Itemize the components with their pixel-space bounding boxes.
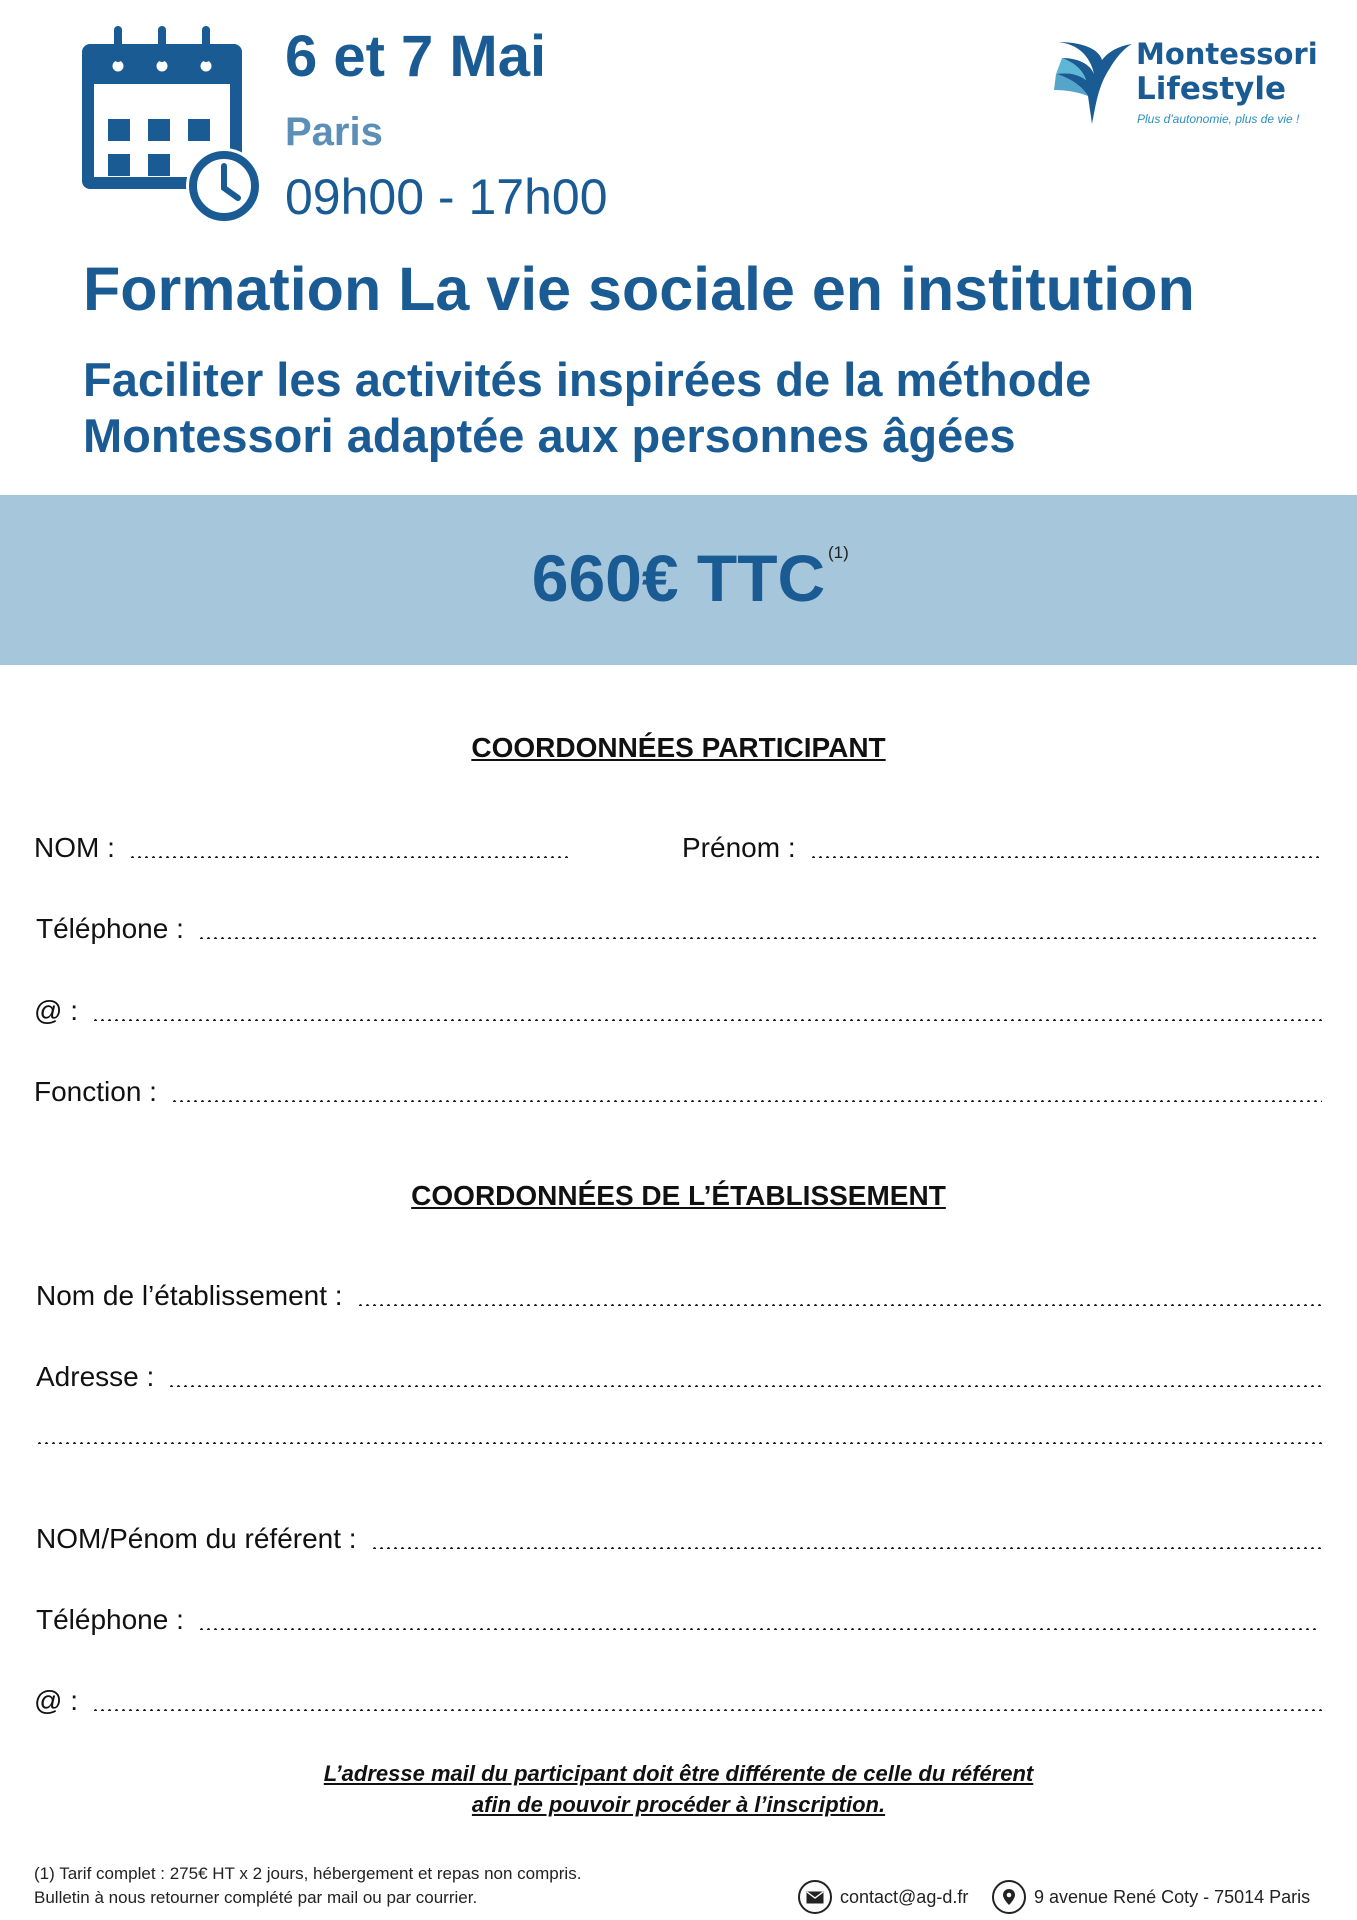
field-prenom-label: Prénom : [682,832,796,863]
montessori-lifestyle-logo [1048,32,1328,132]
field-email-line[interactable] [92,1019,1322,1021]
contact-email[interactable] [798,1880,968,1914]
field-prenom-line[interactable] [810,856,1320,858]
field-etablissement-nom-label: Nom de l’établissement : [36,1280,343,1311]
field-email[interactable] [34,995,1322,1027]
subtitle-line-1: Faciliter les activités inspirées de la méthode [83,353,1092,406]
field-nom-label: NOM : [34,832,115,863]
page-subtitle [83,352,1091,464]
event-hours: 09h00 - 17h00 [285,169,608,225]
field-telephone-label: Téléphone : [36,913,184,944]
subtitle-line-2: Montessori adaptée aux personnes âgées [83,409,1016,462]
price-footnote-marker: (1) [828,543,849,562]
field-fonction-line[interactable] [171,1100,1322,1102]
email-warning [0,1758,1357,1820]
field-adresse-continued[interactable] [36,1442,1322,1450]
email-warning-line-1: L’adresse mail du participant doit être différente de celle du référent [323,1761,1034,1786]
logo-text-montessori: Montessori [1136,37,1318,71]
field-referent-email[interactable] [34,1685,1322,1717]
footnote-line-1: (1) Tarif complet : 275€ HT x 2 jours, hébergement et repas non compris. [34,1864,582,1883]
contact-address [992,1880,1310,1914]
price-amount: 660€ TTC [531,541,826,615]
logo-text-lifestyle: Lifestyle [1136,71,1287,107]
field-referent-label: NOM/Pénom du référent : [36,1523,357,1554]
field-referent-email-line[interactable] [92,1709,1322,1711]
section-title-etablissement: COORDONNÉES DE L’ÉTABLISSEMENT [411,1180,946,1211]
bird-logo-icon [1048,34,1132,126]
field-etablissement-nom[interactable] [36,1280,1322,1312]
contact-email-text[interactable]: contact@ag-d.fr [840,1886,969,1907]
envelope-icon [798,1880,832,1914]
field-referent-telephone-label: Téléphone : [36,1604,184,1635]
logo-tagline: Plus d'autonomie, plus de vie ! [1137,112,1300,126]
field-nom-line[interactable] [129,856,572,858]
field-adresse-line-2[interactable] [36,1442,1322,1444]
email-warning-line-2: afin de pouvoir procéder à l’inscription. [471,1792,886,1817]
field-adresse-line[interactable] [168,1385,1322,1387]
section-title-participant: COORDONNÉES PARTICIPANT [471,732,886,763]
field-etablissement-nom-line[interactable] [357,1304,1322,1306]
location-pin-icon [992,1880,1026,1914]
field-adresse-label: Adresse : [36,1361,155,1392]
field-email-label: @ : [34,995,78,1026]
event-city: Paris [285,110,383,154]
field-telephone-line[interactable] [198,937,1320,939]
footnote [34,1862,581,1910]
field-referent-email-label: @ : [34,1685,78,1716]
contact-address-text: 9 avenue René Coty - 75014 Paris [1034,1886,1311,1907]
field-referent-telephone-line[interactable] [198,1628,1320,1630]
field-nom[interactable] [34,832,572,864]
event-date: 6 et 7 Mai [285,24,547,89]
field-fonction-label: Fonction : [34,1076,157,1107]
field-referent-telephone[interactable] [36,1604,1320,1636]
field-prenom[interactable] [682,832,1320,864]
calendar-clock-icon [82,24,262,229]
page-title: Formation La vie sociale en institution [83,255,1195,323]
field-telephone[interactable] [36,913,1320,945]
field-referent-line[interactable] [371,1547,1322,1549]
field-fonction[interactable] [34,1076,1322,1108]
footnote-line-2: Bulletin à nous retourner complété par mail ou par courrier. [34,1888,478,1907]
field-adresse[interactable] [36,1361,1322,1393]
field-referent[interactable] [36,1523,1322,1555]
